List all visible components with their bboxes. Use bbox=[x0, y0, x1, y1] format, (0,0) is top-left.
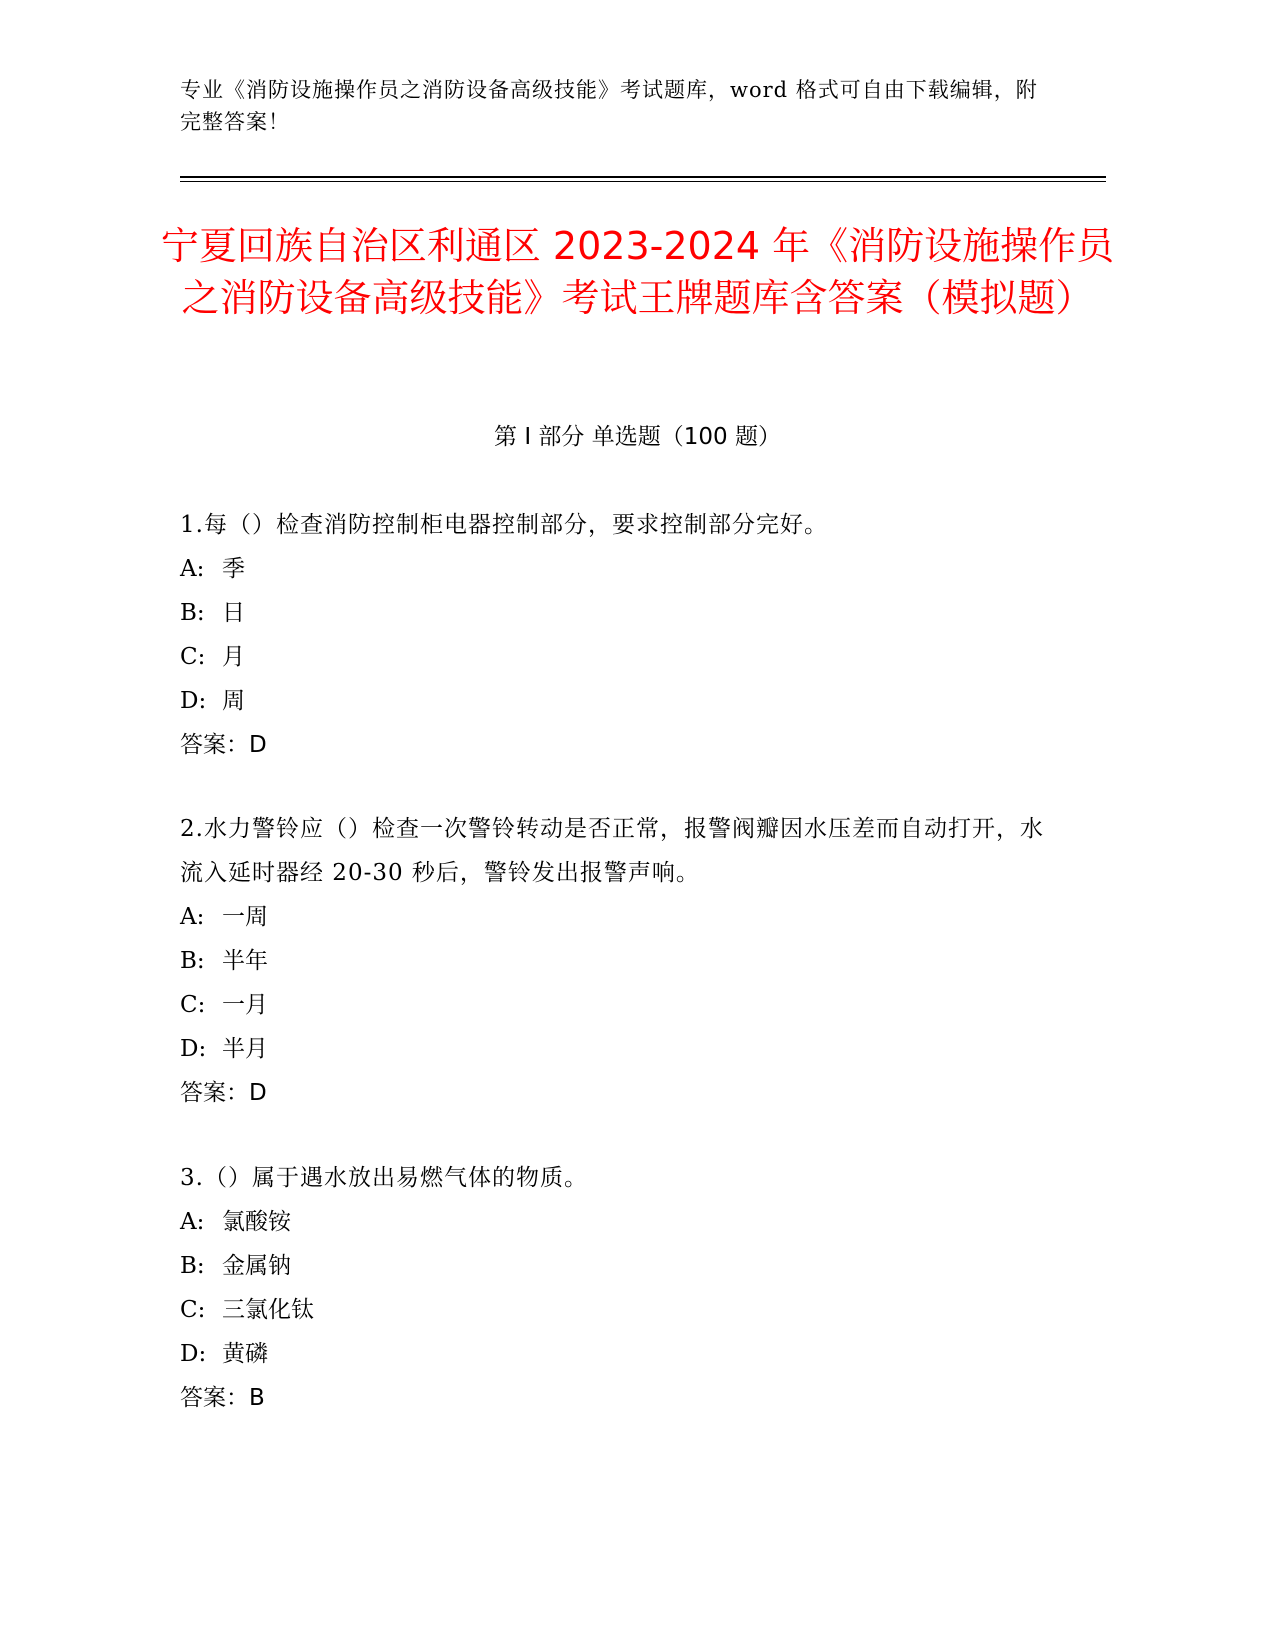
answer-line: 答案：D bbox=[180, 732, 267, 758]
option-text: 一月 bbox=[222, 992, 268, 1018]
option-key: D: bbox=[180, 1036, 207, 1062]
option-text: 金属钠 bbox=[222, 1253, 291, 1279]
option-b bbox=[180, 1244, 1060, 1288]
header-rule-thick bbox=[180, 176, 1106, 178]
question-stem: 3.（）属于遇水放出易燃气体的物质。 bbox=[180, 1165, 588, 1191]
option-a bbox=[180, 547, 1060, 591]
option-key: D: bbox=[180, 1341, 207, 1367]
option-key: A: bbox=[180, 556, 205, 582]
question-1 bbox=[180, 503, 1060, 767]
option-c bbox=[180, 1288, 1060, 1332]
question-2 bbox=[180, 807, 1060, 1115]
header-rule-thin bbox=[180, 181, 1106, 182]
option-key: A: bbox=[180, 1209, 205, 1235]
option-key: B: bbox=[180, 948, 205, 974]
option-key: B: bbox=[180, 600, 205, 626]
option-text: 月 bbox=[222, 644, 245, 670]
option-key: C: bbox=[180, 644, 206, 670]
option-a bbox=[180, 895, 1060, 939]
option-key: C: bbox=[180, 1297, 206, 1323]
question-stem: 1.每（）检查消防控制柜电器控制部分，要求控制部分完好。 bbox=[180, 512, 828, 538]
option-text: 日 bbox=[222, 600, 245, 626]
option-key: A: bbox=[180, 904, 205, 930]
option-d bbox=[180, 1332, 1060, 1376]
option-text: 季 bbox=[222, 556, 245, 582]
option-text: 三氯化钛 bbox=[222, 1297, 314, 1323]
option-text: 黄磷 bbox=[222, 1341, 268, 1367]
answer-line: 答案：B bbox=[180, 1385, 265, 1411]
header-note: 专业《消防设施操作员之消防设备高级技能》考试题库，word 格式可自由下载编辑，附完整答案！ bbox=[180, 78, 1038, 134]
option-key: B: bbox=[180, 1253, 205, 1279]
section-heading: 第 I 部分 单选题（100 题） bbox=[494, 424, 781, 450]
answer-line: 答案：D bbox=[180, 1080, 267, 1106]
option-d bbox=[180, 679, 1060, 723]
question-3 bbox=[180, 1156, 1060, 1420]
option-b bbox=[180, 591, 1060, 635]
option-b bbox=[180, 939, 1060, 983]
option-text: 氯酸铵 bbox=[222, 1209, 291, 1235]
option-text: 一周 bbox=[222, 904, 268, 930]
option-key: C: bbox=[180, 992, 206, 1018]
option-text: 周 bbox=[222, 688, 245, 714]
option-text: 半月 bbox=[222, 1036, 268, 1062]
option-key: D: bbox=[180, 688, 207, 714]
option-c bbox=[180, 983, 1060, 1027]
question-stem: 2.水力警铃应（）检查一次警铃转动是否正常，报警阀瓣因水压差而自动打开，水流入延时器经 20-30 秒后，警铃发出报警声响。 bbox=[180, 816, 1044, 886]
option-a bbox=[180, 1200, 1060, 1244]
option-text: 半年 bbox=[222, 948, 268, 974]
option-d bbox=[180, 1027, 1060, 1071]
option-c bbox=[180, 635, 1060, 679]
document-title: 宁夏回族自治区利通区 2023-2024 年《消防设施操作员之消防设备高级技能》考试王牌题库含答案（模拟题） bbox=[160, 224, 1115, 320]
